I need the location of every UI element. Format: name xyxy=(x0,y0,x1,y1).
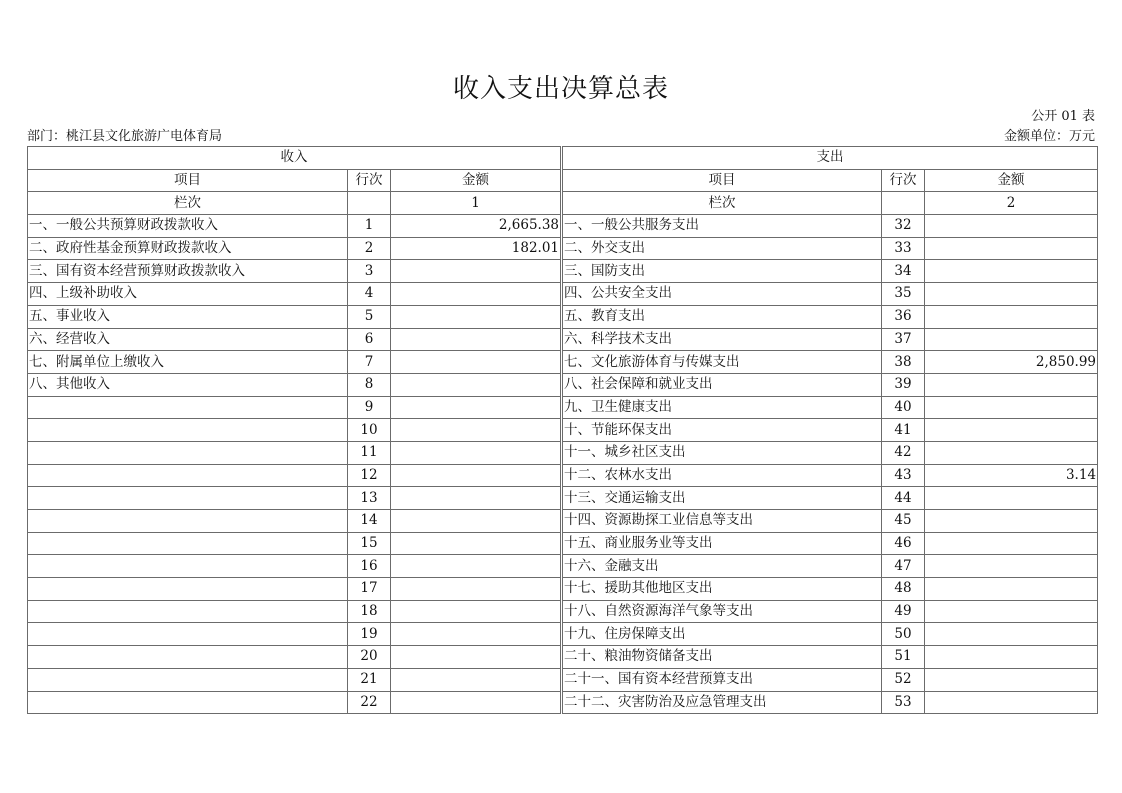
expense-item-cell: 二十二、灾害防治及应急管理支出 xyxy=(562,691,882,714)
expense-amount-cell xyxy=(925,510,1098,533)
income-row-no-cell: 1 xyxy=(348,215,391,238)
expense-item-cell: 二十、粮油物资储备支出 xyxy=(562,646,882,669)
expense-amount-cell xyxy=(925,487,1098,510)
income-amount-cell xyxy=(391,668,562,691)
income-item-cell xyxy=(28,623,348,646)
income-amount-cell xyxy=(391,441,562,464)
expense-row-no-cell: 45 xyxy=(882,510,925,533)
table-row xyxy=(28,215,1098,238)
expense-amount-cell xyxy=(925,328,1098,351)
income-row-no-header: 行次 xyxy=(348,169,391,192)
table-row xyxy=(28,328,1098,351)
table-row xyxy=(28,668,1098,691)
income-amount-cell xyxy=(391,600,562,623)
column-order-row xyxy=(28,192,1098,215)
expense-row-no-cell: 50 xyxy=(882,623,925,646)
income-amount-cell xyxy=(391,419,562,442)
expense-item-cell: 十八、自然资源海洋气象等支出 xyxy=(562,600,882,623)
table-row xyxy=(28,419,1098,442)
income-item-cell xyxy=(28,441,348,464)
income-item-cell xyxy=(28,396,348,419)
amount-unit-line xyxy=(1004,128,1095,146)
income-amount-cell xyxy=(391,555,562,578)
income-amount-cell xyxy=(391,464,562,487)
income-row-no-cell: 2 xyxy=(348,237,391,260)
income-item-cell xyxy=(28,646,348,669)
table-row xyxy=(28,373,1098,396)
expense-amount-cell xyxy=(925,623,1098,646)
income-item-cell xyxy=(28,668,348,691)
expense-row-no-cell: 40 xyxy=(882,396,925,419)
unit-value: 万元 xyxy=(1068,129,1095,144)
income-row-no-cell: 22 xyxy=(348,691,391,714)
expense-row-no-cell: 51 xyxy=(882,646,925,669)
income-item-header: 项目 xyxy=(28,169,348,192)
income-row-no-cell: 3 xyxy=(348,260,391,283)
income-item-cell: 八、其他收入 xyxy=(28,373,348,396)
income-column-order-number: 1 xyxy=(391,192,562,215)
income-item-cell: 二、政府性基金预算财政拨款收入 xyxy=(28,237,348,260)
income-row-no-cell: 21 xyxy=(348,668,391,691)
income-row-no-cell: 17 xyxy=(348,578,391,601)
expense-row-no-cell: 48 xyxy=(882,578,925,601)
expense-amount-cell xyxy=(925,555,1098,578)
income-amount-cell xyxy=(391,328,562,351)
expense-row-no-cell: 42 xyxy=(882,441,925,464)
department-label: 部门： xyxy=(27,129,67,144)
table-row xyxy=(28,464,1098,487)
expense-row-no-cell: 52 xyxy=(882,668,925,691)
expense-item-cell: 二十一、国有资本经营预算支出 xyxy=(562,668,882,691)
expense-item-cell: 十七、援助其他地区支出 xyxy=(562,578,882,601)
income-amount-cell xyxy=(391,646,562,669)
income-amount-cell xyxy=(391,691,562,714)
expense-amount-cell: 3.14 xyxy=(925,464,1098,487)
expense-amount-cell xyxy=(925,215,1098,238)
expense-item-cell: 十、节能环保支出 xyxy=(562,419,882,442)
income-amount-cell xyxy=(391,532,562,555)
expense-column-order-label: 栏次 xyxy=(562,192,882,215)
expense-amount-cell xyxy=(925,419,1098,442)
income-row-no-cell: 6 xyxy=(348,328,391,351)
income-amount-cell xyxy=(391,373,562,396)
expense-row-no-cell: 36 xyxy=(882,305,925,328)
expense-amount-cell xyxy=(925,578,1098,601)
expense-amount-header: 金额 xyxy=(925,169,1098,192)
income-amount-cell: 182.01 xyxy=(391,237,562,260)
income-item-cell xyxy=(28,510,348,533)
expense-item-cell: 七、文化旅游体育与传媒支出 xyxy=(562,351,882,374)
income-item-cell: 六、经营收入 xyxy=(28,328,348,351)
expense-item-cell: 九、卫生健康支出 xyxy=(562,396,882,419)
expense-row-no-cell: 46 xyxy=(882,532,925,555)
income-row-no-cell: 5 xyxy=(348,305,391,328)
expense-amount-cell xyxy=(925,237,1098,260)
expense-row-no-cell: 32 xyxy=(882,215,925,238)
income-item-cell: 五、事业收入 xyxy=(28,305,348,328)
expense-row-no-cell: 49 xyxy=(882,600,925,623)
table-row xyxy=(28,260,1098,283)
table-row xyxy=(28,441,1098,464)
income-row-no-cell: 11 xyxy=(348,441,391,464)
income-row-no-cell: 7 xyxy=(348,351,391,374)
income-item-cell xyxy=(28,578,348,601)
expense-amount-cell xyxy=(925,260,1098,283)
expense-row-no-cell: 39 xyxy=(882,373,925,396)
income-amount-cell xyxy=(391,396,562,419)
income-item-cell xyxy=(28,600,348,623)
income-row-no-cell: 13 xyxy=(348,487,391,510)
income-item-cell xyxy=(28,532,348,555)
table-row xyxy=(28,600,1098,623)
expense-amount-cell xyxy=(925,441,1098,464)
expense-item-cell: 十五、商业服务业等支出 xyxy=(562,532,882,555)
column-header-row xyxy=(28,169,1098,192)
expense-amount-cell: 2,850.99 xyxy=(925,351,1098,374)
income-row-no-cell: 16 xyxy=(348,555,391,578)
unit-label: 金额单位： xyxy=(1003,129,1069,144)
income-item-cell: 三、国有资本经营预算财政拨款收入 xyxy=(28,260,348,283)
income-row-no-cell: 12 xyxy=(348,464,391,487)
expense-row-no-cell: 43 xyxy=(882,464,925,487)
income-amount-header: 金额 xyxy=(391,169,562,192)
expense-row-no-cell: 37 xyxy=(882,328,925,351)
table-row xyxy=(28,487,1098,510)
expense-row-no-cell: 47 xyxy=(882,555,925,578)
income-item-cell xyxy=(28,555,348,578)
expense-row-no-cell: 38 xyxy=(882,351,925,374)
income-amount-cell xyxy=(391,260,562,283)
expense-item-cell: 十六、金融支出 xyxy=(562,555,882,578)
table-row xyxy=(28,396,1098,419)
income-column-order-label: 栏次 xyxy=(28,192,348,215)
table-row xyxy=(28,532,1098,555)
expense-amount-cell xyxy=(925,305,1098,328)
expense-amount-cell xyxy=(925,532,1098,555)
table-row xyxy=(28,555,1098,578)
income-expense-table xyxy=(27,146,1098,714)
income-section-header: 收入 xyxy=(28,147,562,170)
table-row xyxy=(28,305,1098,328)
expense-item-cell: 十一、城乡社区支出 xyxy=(562,441,882,464)
table-body xyxy=(28,147,1098,714)
income-row-no-cell: 9 xyxy=(348,396,391,419)
expense-item-cell: 二、外交支出 xyxy=(562,237,882,260)
expense-row-no-cell: 33 xyxy=(882,237,925,260)
income-item-cell xyxy=(28,691,348,714)
income-amount-cell xyxy=(391,578,562,601)
expense-column-order-number: 2 xyxy=(925,192,1098,215)
income-amount-cell xyxy=(391,623,562,646)
expense-section-header: 支出 xyxy=(562,147,1098,170)
income-row-no-cell: 18 xyxy=(348,600,391,623)
table-row xyxy=(28,691,1098,714)
expense-row-no-header: 行次 xyxy=(882,169,925,192)
expense-amount-cell xyxy=(925,600,1098,623)
department-name: 桃江县文化旅游广电体育局 xyxy=(66,129,223,144)
table-row xyxy=(28,646,1098,669)
table-row xyxy=(28,510,1098,533)
table-row xyxy=(28,283,1098,306)
expense-item-cell: 十二、农林水支出 xyxy=(562,464,882,487)
income-item-cell xyxy=(28,487,348,510)
expense-row-no-cell: 41 xyxy=(882,419,925,442)
income-row-no-cell: 14 xyxy=(348,510,391,533)
income-amount-cell xyxy=(391,510,562,533)
form-number: 公开 01 表 xyxy=(1031,109,1095,124)
expense-item-cell: 一、一般公共服务支出 xyxy=(562,215,882,238)
page-title: 收入支出决算总表 xyxy=(452,74,669,104)
income-row-no-cell: 19 xyxy=(348,623,391,646)
income-item-cell xyxy=(28,419,348,442)
income-item-cell: 七、附属单位上缴收入 xyxy=(28,351,348,374)
expense-amount-cell xyxy=(925,691,1098,714)
expense-item-cell: 五、教育支出 xyxy=(562,305,882,328)
income-item-cell: 四、上级补助收入 xyxy=(28,283,348,306)
expense-row-no-cell: 35 xyxy=(882,283,925,306)
expense-amount-cell xyxy=(925,646,1098,669)
income-amount-cell xyxy=(391,351,562,374)
expense-row-no-cell: 34 xyxy=(882,260,925,283)
expense-item-cell: 十四、资源勘探工业信息等支出 xyxy=(562,510,882,533)
expense-item-cell: 十三、交通运输支出 xyxy=(562,487,882,510)
table-row xyxy=(28,237,1098,260)
income-item-cell xyxy=(28,464,348,487)
income-row-no-cell: 10 xyxy=(348,419,391,442)
income-row-no-cell: 15 xyxy=(348,532,391,555)
expense-item-header: 项目 xyxy=(562,169,882,192)
expense-item-cell: 六、科学技术支出 xyxy=(562,328,882,351)
income-row-no-cell: 8 xyxy=(348,373,391,396)
expense-amount-cell xyxy=(925,668,1098,691)
income-item-cell: 一、一般公共预算财政拨款收入 xyxy=(28,215,348,238)
expense-column-order-rowno xyxy=(882,192,925,215)
section-header-row xyxy=(28,147,1098,170)
expense-item-cell: 八、社会保障和就业支出 xyxy=(562,373,882,396)
table-row xyxy=(28,578,1098,601)
expense-row-no-cell: 44 xyxy=(882,487,925,510)
income-amount-cell xyxy=(391,283,562,306)
income-amount-cell xyxy=(391,305,562,328)
expense-item-cell: 三、国防支出 xyxy=(562,260,882,283)
expense-item-cell: 四、公共安全支出 xyxy=(562,283,882,306)
income-amount-cell: 2,665.38 xyxy=(391,215,562,238)
income-row-no-cell: 20 xyxy=(348,646,391,669)
expense-item-cell: 十九、住房保障支出 xyxy=(562,623,882,646)
income-row-no-cell: 4 xyxy=(348,283,391,306)
income-column-order-rowno xyxy=(348,192,391,215)
expense-row-no-cell: 53 xyxy=(882,691,925,714)
table-row xyxy=(28,351,1098,374)
expense-amount-cell xyxy=(925,396,1098,419)
expense-amount-cell xyxy=(925,373,1098,396)
income-amount-cell xyxy=(391,487,562,510)
expense-amount-cell xyxy=(925,283,1098,306)
department-line xyxy=(27,128,222,146)
table-row xyxy=(28,623,1098,646)
